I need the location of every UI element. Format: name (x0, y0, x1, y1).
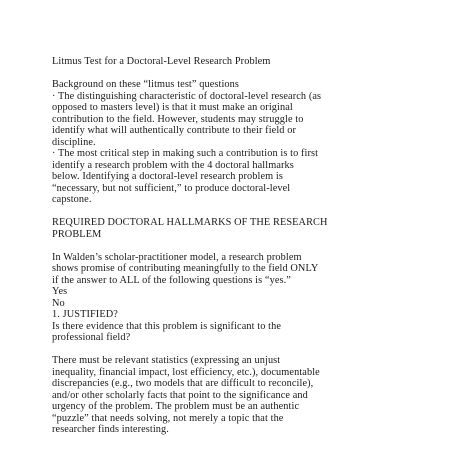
bullet-2-line: identify a research problem with the 4 doctoral hallmarks (52, 159, 294, 171)
bullet-1 (52, 91, 422, 149)
hallmarks-heading-line: REQUIRED DOCTORAL HALLMARKS OF THE RESEARCH (52, 217, 328, 228)
document-title: Litmus Test for a Doctoral-Level Research Problem (52, 56, 271, 67)
item-1-body-line: There must be relevant statistics (expressing an unjust (52, 355, 281, 366)
spacer (52, 68, 422, 80)
item-1-question-line: professional field? (52, 332, 131, 343)
intro-line: if the answer to ALL of the following questions is “yes.” (52, 274, 291, 286)
spacer (52, 344, 422, 356)
intro-line: shows promise of contributing meaningfully to the field ONLY (52, 263, 319, 274)
bullet-2-line: “necessary, but not sufficient,” to produce doctoral-level (52, 182, 291, 194)
item-1-body (52, 355, 422, 436)
yes-label: Yes (52, 286, 68, 297)
item-1-body-line: and/or other scholarly facts that point to the significance and (52, 389, 308, 401)
bullet-1-line: identify what will authentically contribute to their field or (52, 125, 297, 136)
item-1-question-line: Is there evidence that this problem is significant to the (52, 320, 282, 332)
no-label: No (52, 297, 65, 309)
item-1-body-line: discrepancies (e.g., two models that are difficult to reconcile), (52, 378, 314, 389)
document-page (52, 56, 422, 436)
spacer (52, 240, 422, 252)
bullet-2-line: below. Identifying a doctoral-level research problem is (52, 171, 283, 182)
item-1-question (52, 321, 422, 344)
bullet-2-line: · The most critical step in making such a contribution is to first (52, 148, 319, 159)
bullet-2-line: capstone. (52, 194, 92, 205)
item-1-body-line: inequality, financial impact, lost efficiency, etc.), documentable (52, 366, 320, 378)
hallmarks-heading-line: PROBLEM (52, 228, 102, 240)
intro-paragraph (52, 252, 422, 287)
bullet-1-line: opposed to masters level) is that it must make an original (52, 102, 293, 113)
hallmarks-heading (52, 217, 422, 240)
bullet-2 (52, 148, 422, 206)
bullet-1-line: contribution to the field. However, students may struggle to (52, 113, 304, 125)
intro-line: In Walden’s scholar-practitioner model, a research problem (52, 251, 302, 263)
background-heading: Background on these “litmus test” questions (52, 79, 240, 90)
bullet-1-line: discipline. (52, 136, 96, 148)
item-1-body-line: researcher finds interesting. (52, 424, 169, 435)
item-1-heading: 1. JUSTIFIED? (52, 309, 118, 320)
bullet-1-line: · The distinguishing characteristic of doctoral-level research (as (52, 90, 322, 102)
item-1-body-line: “puzzle” that needs solving, not merely a topic that the (52, 412, 284, 424)
item-1-body-line: urgency of the problem. The problem must be an authentic (52, 401, 300, 412)
spacer (52, 206, 422, 218)
